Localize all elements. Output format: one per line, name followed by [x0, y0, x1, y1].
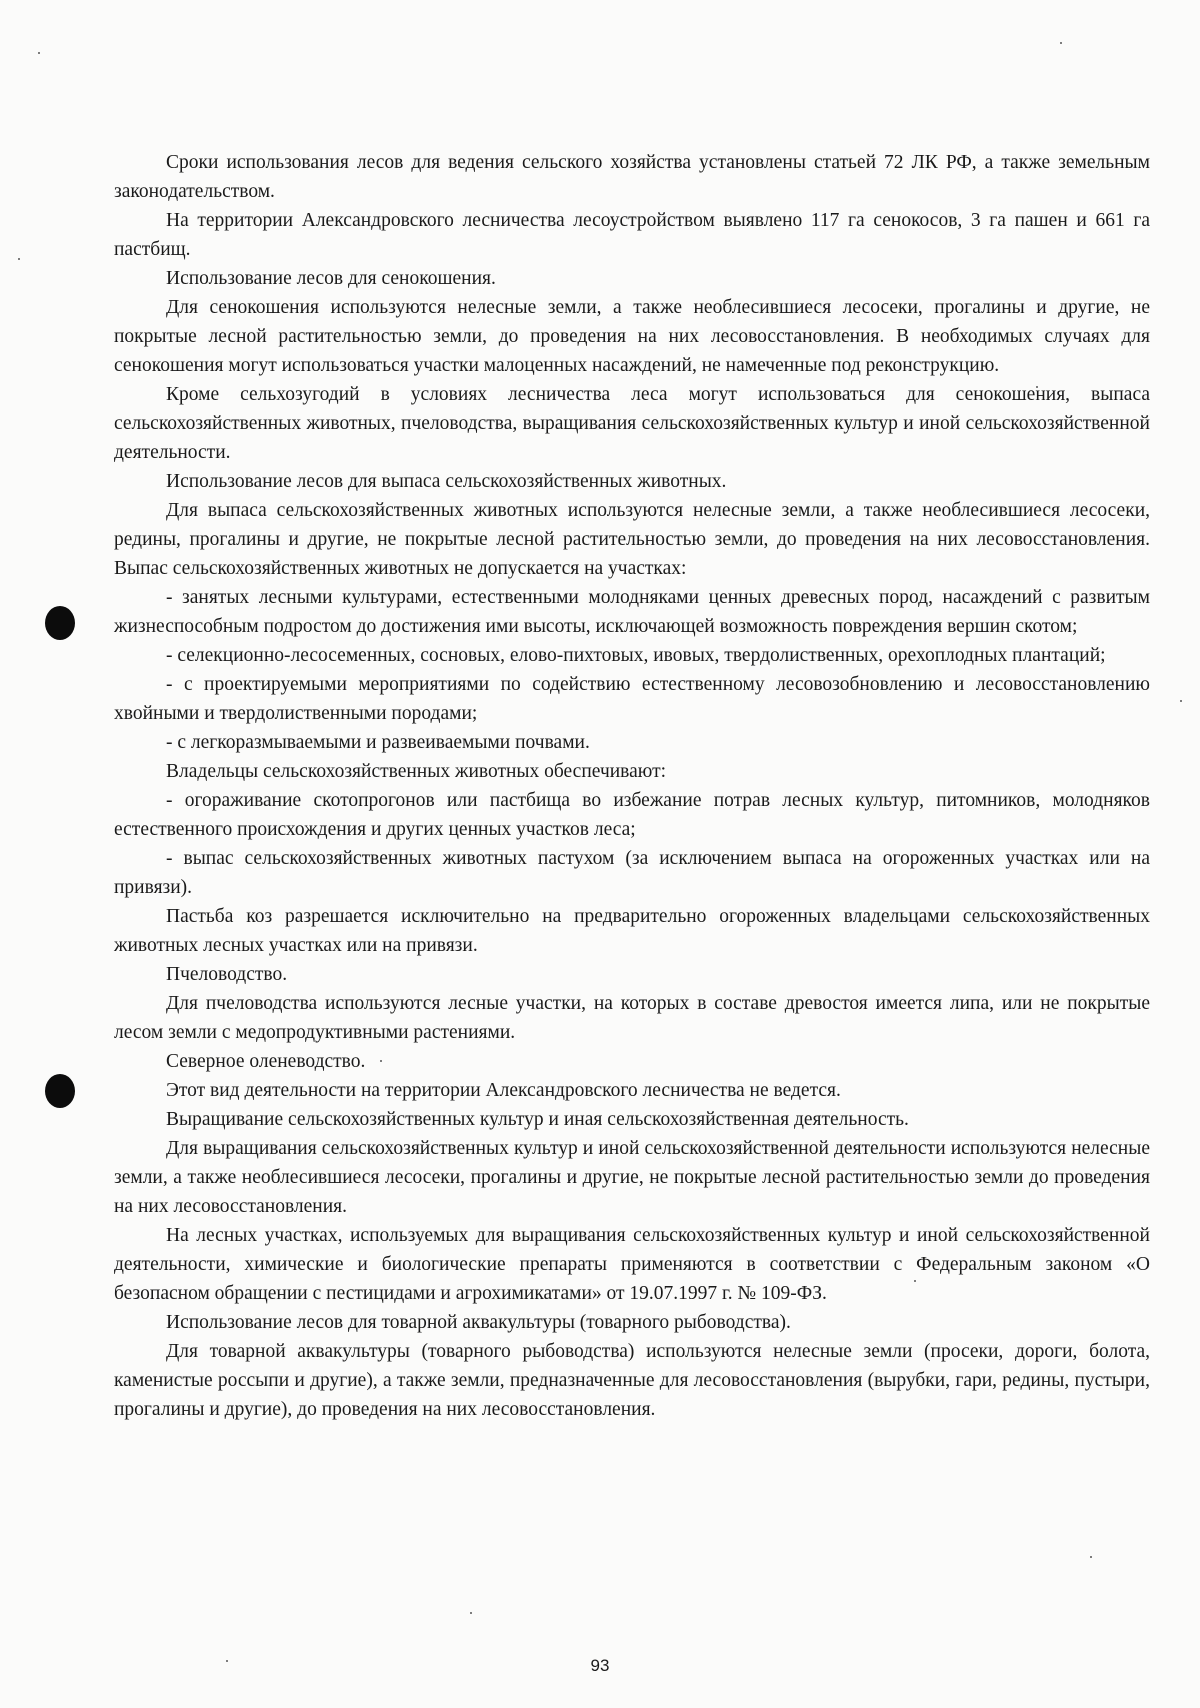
paragraph: Для товарной аквакультуры (товарного рыбоводства) используются нелесные земли (просеки, дороги, болота, каменистые россыпи и другие), а также земли, предназначенные для лесовосстановления (вырубки, гари, редины, пустыри, прогалины и другие), до проведения на них лесовосстановления. [114, 1341, 1150, 1420]
paragraph: Сроки использования лесов для ведения сельского хозяйства установлены статьей 72 ЛК РФ, а также земельным законодательством. [114, 152, 1150, 202]
paragraph: Для выращивания сельскохозяйственных культур и иной сельскохозяйственной деятельности используются нелесные земли, а также необлесившиеся лесосеки, прогалины и другие, не покрытые лесной растительностью земли до проведения на них лесовосстановления. [114, 1138, 1150, 1217]
page-number: 93 [590, 1656, 610, 1675]
scan-speck [1180, 700, 1182, 702]
paragraph: Владельцы сельскохозяйственных животных обеспечивают: [166, 761, 667, 782]
list-item: - с проектируемыми мероприятиями по содействию естественному лесовозобновлению и лесовосстановлению хвойными и твердолиственными породами; [114, 674, 1150, 724]
paragraph: Кроме сельхозугодий в условиях лесничества леса могут использоваться для сенокошения, выпаса сельскохозяйственных животных, пчеловодства, выращивания сельскохозяйственных культур и иной сельскохозяйственной деятельности. [114, 384, 1150, 463]
section-heading: Использование лесов для товарной аквакультуры (товарного рыбоводства). [166, 1312, 791, 1333]
punch-hole-upper [45, 606, 75, 640]
scan-speck [1060, 42, 1062, 44]
list-item: - с легкоразмываемыми и развеиваемыми почвами. [166, 732, 590, 753]
section-heading: Использование лесов для выпаса сельскохозяйственных животных. [166, 471, 727, 492]
section-heading: Северное оленеводство. [166, 1051, 366, 1072]
paragraph: Для пчеловодства используются лесные участки, на которых в составе древостоя имеется липа, или не покрытые лесом земли с медопродуктивными растениями. [114, 993, 1150, 1043]
paragraph: Для выпаса сельскохозяйственных животных используются нелесные земли, а также необлесившиеся лесосеки, редины, прогалины и другие, не покрытые лесной растительностью земли, до проведения на них лесовосстановления. Выпас сельскохозяйственных животных не допускается на участках: [114, 500, 1150, 579]
paragraph: Пастьба коз разрешается исключительно на предварительно огороженных владельцами сельскохозяйственных животных лесных участках или на привязи. [114, 906, 1150, 956]
scan-speck [470, 1612, 472, 1614]
document-body [114, 148, 1150, 1424]
paragraph: Для сенокошения используются нелесные земли, а также необлесившиеся лесосеки, прогалины и другие, не покрытые лесной растительностью земли, до проведения на них лесовосстановления. В необходимых случаях для сенокошения могут использоваться участки малоценных насаждений, не намеченные под реконструкцию. [114, 297, 1150, 376]
list-item: - селекционно-лесосеменных, сосновых, елово-пихтовых, ивовых, твердолиственных, орехоплодных плантаций; [166, 645, 1106, 666]
list-item: - огораживание скотопрогонов или пастбища во избежание потрав лесных культур, питомников, молодняков естественного происхождения и других ценных участков леса; [114, 790, 1150, 840]
scan-speck [1090, 1556, 1092, 1558]
section-heading: Использование лесов для сенокошения. [166, 268, 496, 289]
scan-speck [18, 258, 20, 260]
paragraph: На территории Александровского лесничества лесоустройством выявлено 117 га сенокосов, 3 га пашен и 661 га пастбищ. [114, 210, 1150, 260]
paragraph: На лесных участках, используемых для выращивания сельскохозяйственных культур и иной сельскохозяйственной деятельности, химические и биологические препараты применяются в соответствии с Федеральным законом «О безопасном обращении с пестицидами и агрохимикатами» от 19.07.1997 г. № 109-ФЗ. [114, 1225, 1150, 1304]
section-heading: Пчеловодство. [166, 964, 288, 985]
list-item: - выпас сельскохозяйственных животных пастухом (за исключением выпаса на огороженных участках или на привязи). [114, 848, 1150, 898]
paragraph: Этот вид деятельности на территории Александровского лесничества не ведется. [166, 1080, 841, 1101]
punch-hole-lower [45, 1074, 75, 1108]
section-heading: Выращивание сельскохозяйственных культур и иная сельскохозяйственная деятельность. [166, 1109, 909, 1130]
list-item: - занятых лесными культурами, естественными молодняками ценных древесных пород, насаждений с развитым жизнеспособным подростом до достижения ими высоты, исключающей возможность повреждения вершин скотом; [114, 587, 1150, 637]
scan-speck [38, 52, 40, 54]
